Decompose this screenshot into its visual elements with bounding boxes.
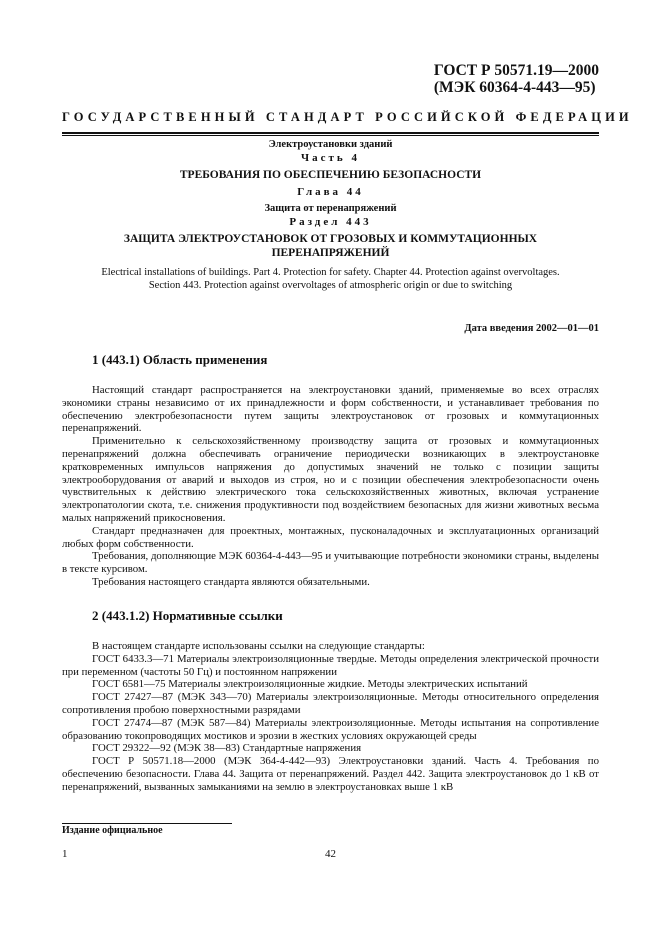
title-line-installations: Электроустановки зданий bbox=[268, 139, 393, 150]
section1-paragraph: Требования настоящего стандарта являются обязательными. bbox=[92, 575, 370, 588]
section1-paragraph: Требования, дополняющие МЭК 60364-4-443—95 и учитывающие потребности экономики страны, выделены в тексте курсивом. bbox=[62, 550, 599, 576]
section2-paragraph: ГОСТ 6433.3—71 Материалы электроизоляционные твердые. Методы определения электрической прочности при переменном (частоты 50 Гц) и постоянном напряжении bbox=[62, 652, 599, 678]
section2-paragraph: В настоящем стандарте использованы ссылки на следующие стандарты: bbox=[92, 640, 425, 652]
section1-heading: 1 (443.1) Область применения bbox=[92, 352, 268, 367]
official-edition-label: Издание официальное bbox=[62, 825, 163, 836]
title-line-requirements: ТРЕБОВАНИЯ ПО ОБЕСПЕЧЕНИЮ БЕЗОПАСНОСТИ bbox=[179, 169, 482, 181]
header-rule-thin bbox=[62, 135, 599, 136]
page-number: 42 bbox=[325, 848, 336, 860]
title-block bbox=[62, 138, 599, 292]
gost-designation bbox=[434, 62, 599, 96]
section2-heading: 2 (443.1.2) Нормативные ссылки bbox=[92, 608, 283, 623]
title-line-part: Часть 4 bbox=[301, 152, 360, 164]
section1-body bbox=[62, 384, 599, 589]
section2-body bbox=[62, 640, 599, 794]
section2-paragraph: ГОСТ 29322—92 (МЭК 38—83) Стандартные напряжения bbox=[92, 742, 362, 755]
header-rule-thick bbox=[62, 132, 599, 134]
title-line-chapter: Глава 44 bbox=[297, 186, 364, 198]
english-title-b: Section 443. Protection against overvoltages of atmospheric origin or due to switching bbox=[148, 280, 513, 291]
section1-paragraph: Стандарт предназначен для проектных, монтажных, пусконаладочных и эксплуатационных организаций любых форм собственности. bbox=[62, 524, 599, 550]
section2-paragraph: ГОСТ 6581—75 Материалы электроизоляционные жидкие. Методы электрических испытаний bbox=[92, 678, 528, 691]
section2-paragraph: ГОСТ 27427—87 (МЭК 343—70) Материалы электроизоляционные. Методы относительного определения сопротивления пробою поверхностными разрядами bbox=[62, 691, 599, 716]
english-title-a: Electrical installations of buildings. Part 4. Protection for safety. Chapter 44. Protection against overvoltages. bbox=[101, 267, 560, 278]
title-line-protection: Защита от перенапряжений bbox=[264, 203, 397, 214]
title-main-a: ЗАЩИТА ЭЛЕКТРОУСТАНОВОК ОТ ГРОЗОВЫХ И КОММУТАЦИОННЫХ bbox=[123, 233, 538, 245]
introduction-date: Дата введения 2002—01—01 bbox=[464, 323, 599, 334]
section1-paragraph: Настоящий стандарт распространяется на электроустановки зданий, применяемые во всех отраслях экономики страны независимо от их принадлежности и форм собственности, и устанавливает требования по обеспечению электробезопасности путем защиты электроустановок от грозовых и коммутационных перенапряжений. bbox=[62, 384, 599, 435]
title-line-main bbox=[62, 232, 599, 260]
section2-paragraph: ГОСТ Р 50571.18—2000 (МЭК 364-4-442—93) Электроустановки зданий. Часть 4. Требования по обеспечению безопасности. Глава 44. Защита от перенапряжений. Раздел 442. Защита электроустановок до 1 кВ от перенапряжений, вызванных замыканиями на землю в электроустановках выше 1 кВ bbox=[62, 755, 599, 793]
footer-rule bbox=[62, 823, 232, 824]
english-title bbox=[62, 266, 599, 292]
section2-paragraph: ГОСТ 27474—87 (МЭК 587—84) Материалы электроизоляционные. Методы испытания на сопротивление образованию токопроводящих мостиков и эрозии в жестких условиях окружающей среды bbox=[62, 716, 599, 742]
iec-number: (МЭК 60364-4-443—95) bbox=[433, 79, 596, 96]
state-standard-title: ГОСУДАРСТВЕННЫЙ СТАНДАРТ РОССИЙСКОЙ ФЕДЕРАЦИИ bbox=[62, 110, 633, 124]
page-number-left: 1 bbox=[62, 848, 68, 860]
title-line-section: Раздел 443 bbox=[289, 216, 372, 228]
gost-number: ГОСТ Р 50571.19—2000 bbox=[433, 62, 599, 79]
section1-paragraph: Применительно к сельскохозяйственному производству защита от грозовых и коммутационных перенапряжений должна обеспечивать ограничение периодически возникающих в электроустановке кратковременных импульсов напряжения до допустимых значений не только с позиции защиты электрооборудования от аварий и выходов из строя, но и с позиции обеспечения электробезопасности очень чувствительных к действию электрического тока сельскохозяйственных животных, включая устранение электропатологии скота, т.е. снижения продуктивности под воздействием безопасных для жизни животных весьма малых напряжений прикосновения. bbox=[62, 435, 599, 524]
title-main-b: ПЕРЕНАПРЯЖЕНИЙ bbox=[271, 247, 390, 259]
